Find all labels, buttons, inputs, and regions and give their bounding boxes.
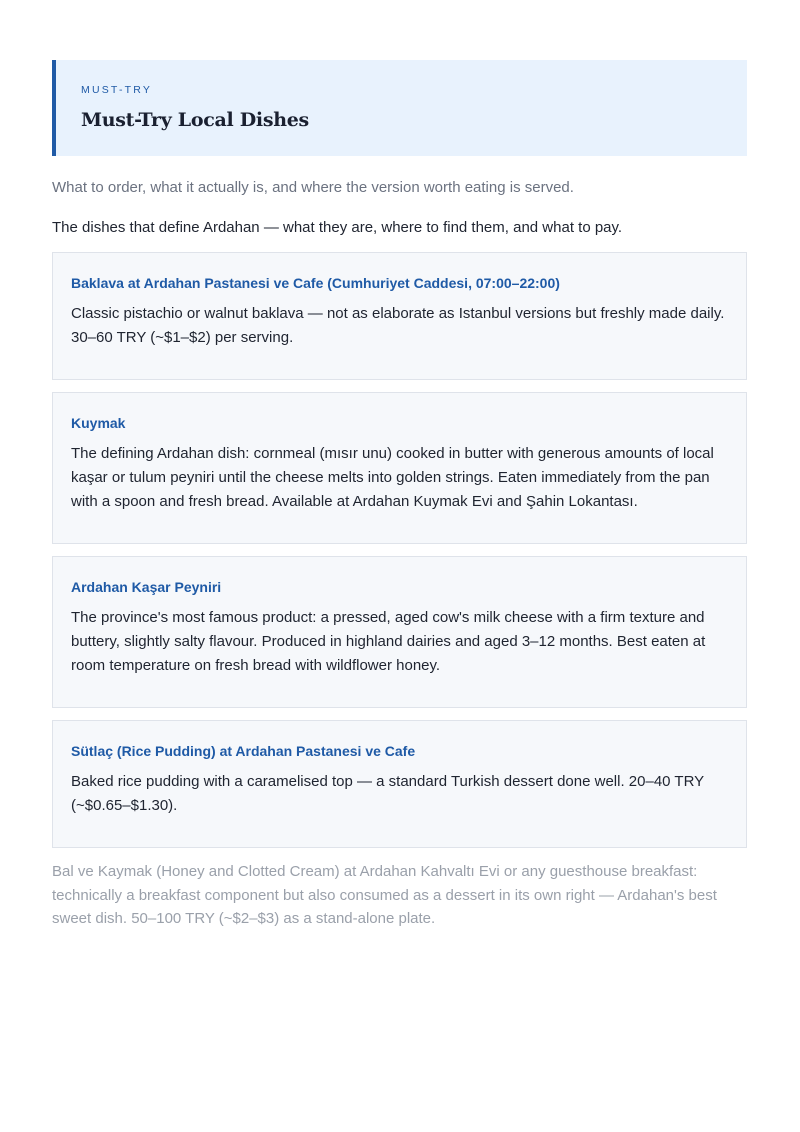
dish-title: Baklava at Ardahan Pastanesi ve Cafe (Cumhuriyet Caddesi, 07:00–22:00) bbox=[71, 275, 560, 291]
footnote-paragraph: Bal ve Kaymak (Honey and Clotted Cream) at Ardahan Kahvaltı Evi or any guesthouse breakfast: technically a breakfast component but also consumed as a dessert in its own right — Ardahan's best sweet dish. 50–100 TRY (~$2–$3) as a stand-alone plate. bbox=[52, 863, 717, 927]
dish-title: Sütlaç (Rice Pudding) at Ardahan Pastanesi ve Cafe bbox=[71, 743, 416, 759]
dish-card-kuymak bbox=[52, 392, 747, 544]
intro-paragraph: The dishes that define Ardahan — what they are, where to find them, and what to pay. bbox=[52, 219, 623, 236]
page-subtitle: What to order, what it actually is, and where the version worth eating is served. bbox=[52, 179, 574, 196]
document-page bbox=[52, 60, 747, 931]
section-header bbox=[52, 60, 747, 156]
dish-title: Ardahan Kaşar Peyniri bbox=[71, 579, 222, 595]
dish-title: Kuymak bbox=[71, 415, 126, 431]
dish-card-baklava bbox=[52, 252, 747, 380]
dish-description: The province's most famous product: a pressed, aged cow's milk cheese with a firm texture and buttery, slightly salty flavour. Produced in highland dairies and aged 3–12 months. Best eaten at room temperature on fresh bread with wildflower honey. bbox=[71, 609, 706, 674]
page-title: Must-Try Local Dishes bbox=[81, 109, 309, 131]
dish-description: Baked rice pudding with a caramelised top — a standard Turkish dessert done well. 20–40 TRY (~$0.65–$1.30). bbox=[71, 773, 704, 814]
dish-description: The defining Ardahan dish: cornmeal (mısır unu) cooked in butter with generous amounts of local kaşar or tulum peyniri until the cheese melts into golden strings. Eaten immediately from the pan with a spoon and fresh bread. Available at Ardahan Kuymak Evi and Şahin Lokantası. bbox=[71, 445, 714, 510]
dish-list bbox=[52, 252, 747, 848]
dish-card-sutlac bbox=[52, 720, 747, 848]
dish-description: Classic pistachio or walnut baklava — not as elaborate as Istanbul versions but freshly made daily. 30–60 TRY (~$1–$2) per serving. bbox=[71, 305, 725, 346]
dish-card-kasar-peyniri bbox=[52, 556, 747, 708]
section-eyebrow: MUST-TRY bbox=[81, 84, 153, 96]
